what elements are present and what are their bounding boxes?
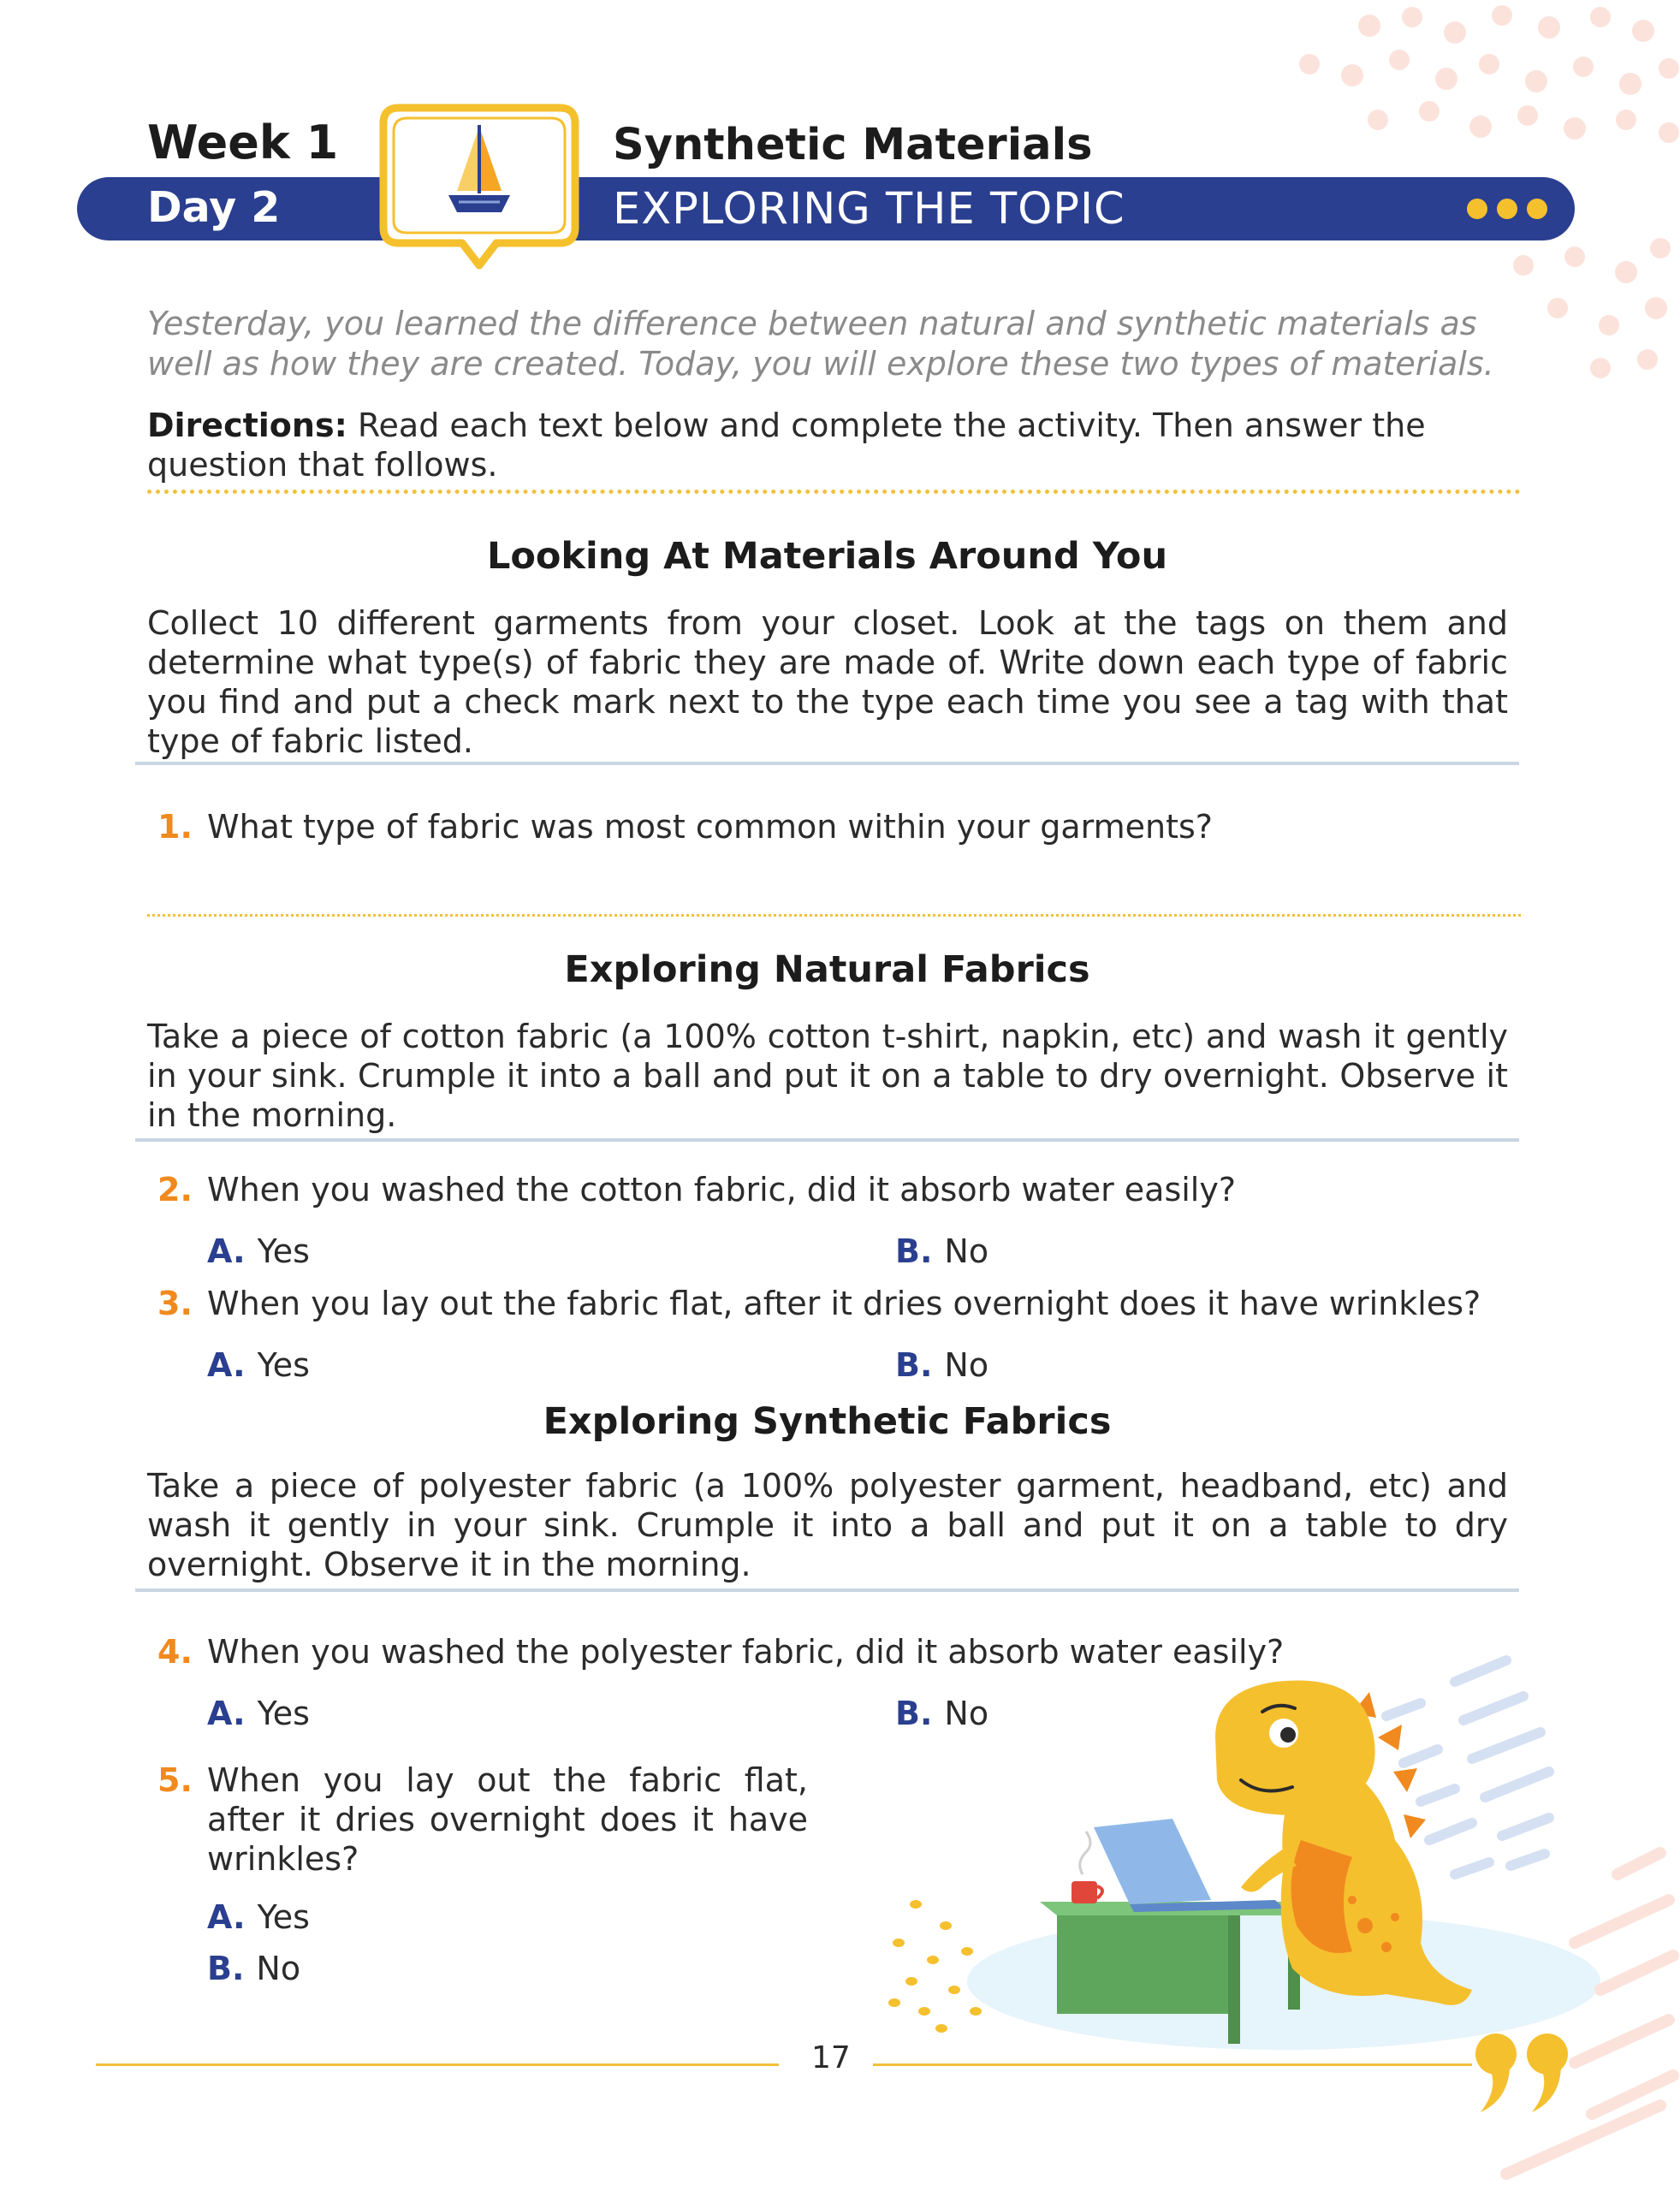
q3-option-b[interactable]: [895, 1346, 988, 1384]
option-text: Yes: [257, 1898, 310, 1936]
section-text-natural: Take a piece of cotton fabric (a 100% cotton t-shirt, napkin, etc) and wash it gently in your sink. Crumple it into a ball and put it on a table to dry overnight. Observe it in the morning.: [147, 1018, 1508, 1134]
footer-line-right: [873, 2063, 1472, 2066]
decorative-stripes: [1404, 1840, 1680, 2191]
section-text-synthetic: Take a piece of polyester fabric (a 100% polyester garment, headband, etc) and wash it gently in your sink. Crumple it into a ball and put it on a table to dry overnight. Observe it in the morning.: [147, 1467, 1508, 1583]
section-heading-natural: Exploring Natural Fabrics: [564, 948, 1090, 991]
question-number: 5.: [157, 1761, 193, 1799]
q4-option-a[interactable]: [207, 1695, 310, 1732]
option-text: Yes: [257, 1346, 310, 1384]
section-text-materials: Collect 10 different garments from your closet. Look at the tags on them and determine what type(s) of fabric they are made of. Write down each type of fabric you find and put a check mark next to the type each time you see a tag with that type of fabric listed.: [147, 604, 1508, 760]
question-text: When you washed the cotton fabric, did it absorb water easily?: [207, 1171, 1237, 1208]
option-letter: B.: [895, 1232, 933, 1270]
q5-option-a[interactable]: [207, 1898, 310, 1936]
question-1: [157, 807, 1213, 846]
question-number: 3.: [157, 1285, 193, 1322]
option-letter: A.: [207, 1232, 246, 1270]
page-number: 17: [811, 2040, 851, 2075]
section-heading-synthetic: Exploring Synthetic Fabrics: [543, 1400, 1112, 1443]
dotted-divider: [147, 490, 1521, 494]
question-text: When you lay out the fabric flat, after it dries overnight does it have wrinkles?: [207, 1285, 1481, 1322]
question-text: When you washed the polyester fabric, did it absorb water easily?: [207, 1633, 1285, 1671]
option-letter: B.: [895, 1346, 933, 1384]
week-label: Week 1: [147, 116, 339, 169]
option-letter: A.: [207, 1346, 246, 1384]
quote-mark-icon: [1472, 2030, 1575, 2116]
q2-option-a[interactable]: [207, 1232, 310, 1270]
directions: [147, 406, 1517, 484]
option-text: Yes: [257, 1695, 310, 1732]
topic-title: Synthetic Materials: [613, 120, 1093, 170]
intro-text: Yesterday, you learned the difference between natural and synthetic materials as well as how they are created. Today, you will explore these two types of materials.: [147, 305, 1494, 383]
question-text: When you lay out the fabric flat, after it dries overnight does it have wrinkles?: [207, 1761, 808, 1878]
question-number: 4.: [157, 1633, 193, 1671]
question-number: 2.: [157, 1171, 193, 1208]
day-label: Day 2: [147, 183, 281, 232]
option-letter: B.: [895, 1695, 933, 1732]
section-heading-materials: Looking At Materials Around You: [486, 535, 1168, 578]
question-number: 1.: [157, 808, 193, 846]
directions-label: Directions:: [147, 407, 347, 444]
section-rule: [135, 1138, 1519, 1142]
q5-option-b[interactable]: [207, 1950, 300, 1987]
option-text: No: [944, 1232, 989, 1270]
question-3: [157, 1284, 1481, 1323]
option-letter: B.: [207, 1950, 245, 1987]
option-text: No: [944, 1346, 989, 1384]
q2-option-b[interactable]: [895, 1232, 988, 1270]
option-text: No: [256, 1950, 301, 1987]
question-text: What type of fabric was most common within your garments?: [207, 808, 1213, 846]
topic-subtitle: EXPLORING THE TOPIC: [613, 184, 1125, 235]
option-text: Yes: [257, 1232, 310, 1270]
q3-option-a[interactable]: [207, 1346, 310, 1384]
answer-line[interactable]: [147, 914, 1521, 917]
directions-text: Read each text below and complete the activity. Then answer the question that follows.: [147, 407, 1426, 484]
sailboat-logo-icon: [377, 101, 582, 272]
footer-line-left: [96, 2063, 779, 2066]
question-2: [157, 1170, 1236, 1209]
section-rule: [135, 762, 1519, 765]
option-text: No: [944, 1695, 989, 1732]
ellipsis-dots-icon: [1467, 199, 1557, 223]
option-letter: A.: [207, 1898, 246, 1936]
section-rule: [135, 1588, 1519, 1592]
option-letter: A.: [207, 1695, 246, 1732]
question-5: [157, 1761, 808, 1879]
